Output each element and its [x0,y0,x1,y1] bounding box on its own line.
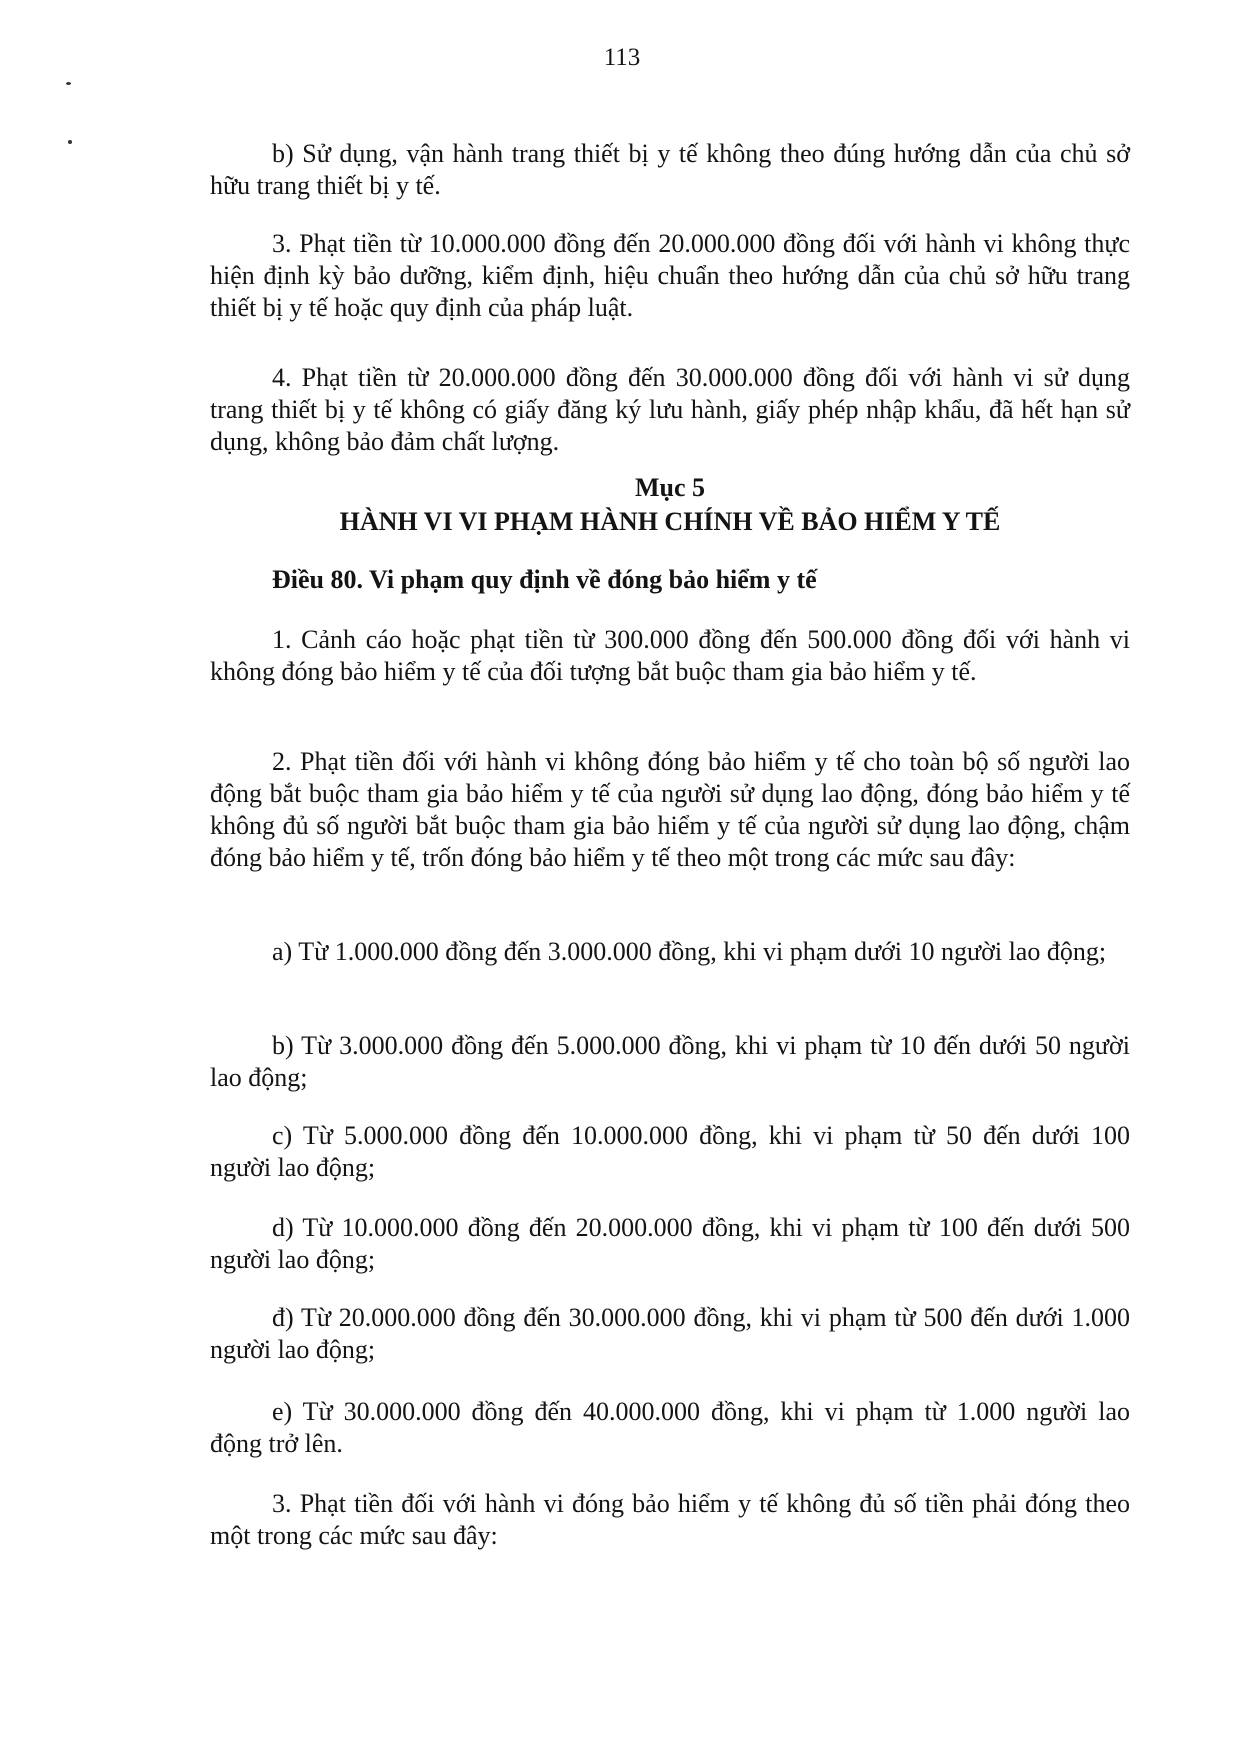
clause-3: 3. Phạt tiền đối với hành vi đóng bảo hiểm y tế không đủ số tiền phải đóng theo một trong các mức sau đây: [210,1489,1130,1550]
clause-1: 1. Cảnh cáo hoặc phạt tiền từ 300.000 đồng đến 500.000 đồng đối với hành vi không đóng bảo hiểm y tế của đối tượng bắt buộc tham gia bảo hiểm y tế. [210,625,1130,686]
scan-speck [68,140,72,144]
clause-2d: d) Từ 10.000.000 đồng đến 20.000.000 đồng, khi vi phạm từ 100 đến dưới 500 người lao động; [210,1213,1130,1274]
paragraph-top-4: 4. Phạt tiền từ 20.000.000 đồng đến 30.000.000 đồng đối với hành vi sử dụng trang thiết bị y tế không có giấy đăng ký lưu hành, giấy phép nhập khẩu, đã hết hạn sử dụng, không bảo đảm chất lượng. [210,363,1130,456]
paragraph-top-b: b) Sử dụng, vận hành trang thiết bị y tế không theo đúng hướng dẫn của chủ sở hữu trang thiết bị y tế. [210,139,1130,200]
article-title: Điều 80. Vi phạm quy định về đóng bảo hiểm y tế [272,565,817,594]
paragraph-top-3: 3. Phạt tiền từ 10.000.000 đồng đến 20.000.000 đồng đối với hành vi không thực hiện định kỳ bảo dưỡng, kiểm định, hiệu chuẩn theo hướng dẫn của chủ sở hữu trang thiết bị y tế hoặc quy định của pháp luật. [210,229,1130,322]
section-title: HÀNH VI VI PHẠM HÀNH CHÍNH VỀ BẢO HIỂM Y TẾ [339,507,1001,536]
section-label: Mục 5 [634,473,706,502]
clause-2dd: đ) Từ 20.000.000 đồng đến 30.000.000 đồng, khi vi phạm từ 500 đến dưới 1.000 người lao động; [210,1303,1130,1364]
clause-2c: c) Từ 5.000.000 đồng đến 10.000.000 đồng, khi vi phạm từ 50 đến dưới 100 người lao động; [210,1121,1130,1182]
clause-2a: a) Từ 1.000.000 đồng đến 3.000.000 đồng, khi vi phạm dưới 10 người lao động; [272,937,1107,966]
clause-2: 2. Phạt tiền đối với hành vi không đóng bảo hiểm y tế cho toàn bộ số người lao động bắt buộc tham gia bảo hiểm y tế của người sử dụng lao động, đóng bảo hiểm y tế không đủ số người bắt buộc tham gia bảo hiểm y tế của người sử dụng lao động, chậm đóng bảo hiểm y tế, trốn đóng bảo hiểm y tế theo một trong các mức sau đây: [210,747,1130,872]
scan-speck [66,82,71,85]
clause-2b: b) Từ 3.000.000 đồng đến 5.000.000 đồng, khi vi phạm từ 10 đến dưới 50 người lao động; [210,1031,1130,1092]
page-number: 113 [603,44,641,71]
clause-2e: e) Từ 30.000.000 đồng đến 40.000.000 đồng, khi vi phạm từ 1.000 người lao động trở lên. [210,1397,1130,1458]
